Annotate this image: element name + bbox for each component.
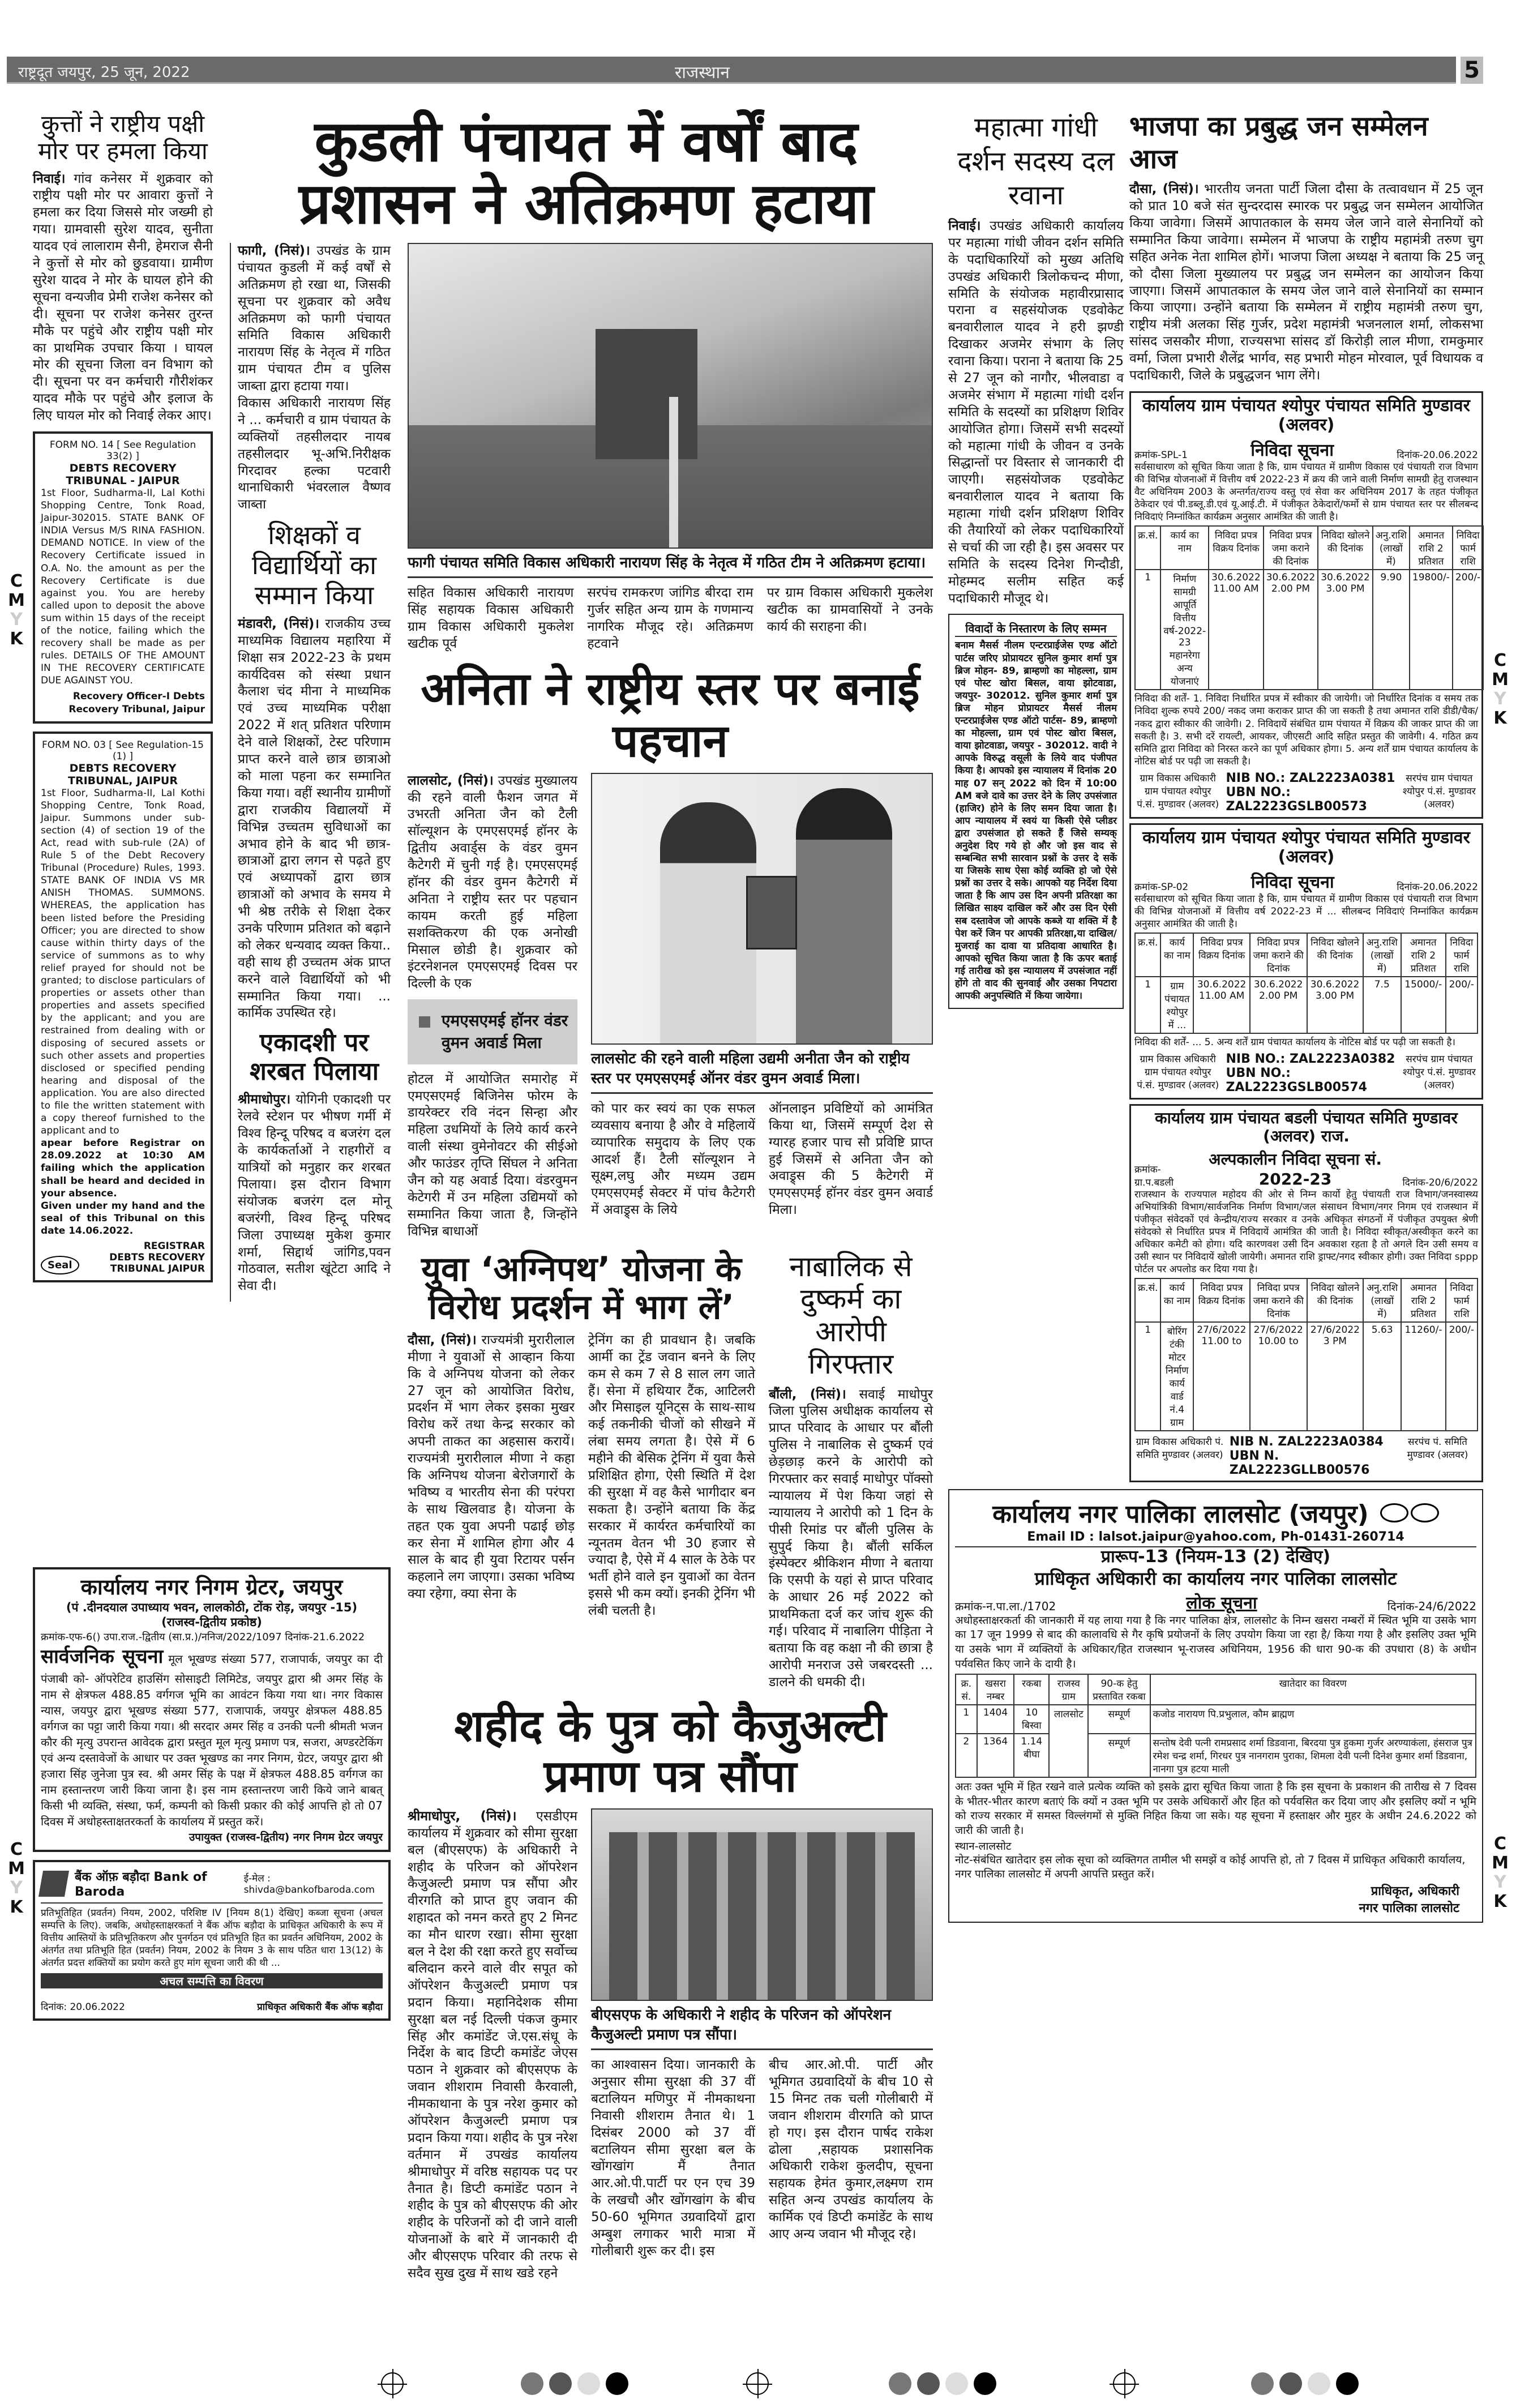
notice-title: FORM NO. 03 [ See Regulation-15 (1) ] <box>42 739 204 762</box>
tender-table <box>1134 933 1478 1034</box>
table-cell: 200/- <box>1453 570 1483 690</box>
table-cell: 1 <box>1135 977 1160 1033</box>
left-ads <box>33 1567 391 2029</box>
notice-office: कार्यालय ग्राम पंचायत श्योपुर पंचायत समिति मुण्डावर (अलवर) <box>1142 827 1470 867</box>
anita-article-col2: को पार कर स्वयं का एक सफल व्यवसाय बनाया है और वे महिलायें व्यापारिक समुदाय के लिए एक आदर्श हैं। टैली सॉल्यूशन ने सूक्ष्म,लघु और मध्यम उद्यम एमएसएमई सेक्टर में पांच कैटेगरी में अवाड्र्स के लिये <box>591 1101 755 1218</box>
notice-ref: क्रमांक-ग्रा.प.बडली <box>1134 1164 1174 1188</box>
table-cell: 7.5 <box>1363 977 1401 1033</box>
registration-crosshair-icon <box>746 2372 769 2395</box>
table-header: क्र.सं. <box>1135 933 1160 977</box>
notice-date: दिनांक-24/6/2022 <box>1387 1599 1476 1613</box>
shikshak-headline: शिक्षकों व विद्यार्थियों का सम्मान किया <box>251 520 377 611</box>
section-name: राजस्थान <box>675 63 730 83</box>
tender-notice <box>1129 823 1483 1100</box>
anita-headline: अनिता ने राष्ट्रीय स्तर पर बनाई पहचान <box>421 662 920 767</box>
person-shape <box>796 788 892 1045</box>
anita-article-cont: होटल में आयोजित समारोह में एमएसएमई बिजिनेस फोरम के डायरेक्टर रवि नंदन सिन्हा और महिला उधमियों के लिये कार्य करने वाली संस्था वुमेनोवटर की सीईओ और फाउंडर तृप्ति सिंघल ने अनिता जैन को यह अवार्ड दिया। वंडरवुमन केटेगरी में उन महिला उद्यिमयों को सम्मानित किया जाता है, जिन्होंने विभिन्न बाधाओं <box>408 1071 577 1239</box>
headline-line: कुडली पंचायत में वर्षों बाद <box>314 108 858 174</box>
table-cell: 27/6/2022 11.00 to <box>1193 1322 1250 1431</box>
table-header: निविदा प्रपत्र जमा कराने की दिनांक <box>1250 1278 1307 1322</box>
table-cell: 30.6.2022 11.00 AM <box>1209 570 1264 690</box>
article-body: राज्यमंत्री मुरारीलाल मीणा ने युवाओं से आव्हान किया कि वे अग्निपथ योजना को लेकर 27 जून को आयोजित विरोध, प्रदर्शन में भाग लेकर इसका मुखर विरोध करें तथा केन्द्र सरकार को अपनी ताकत का अहसास करायें। राज्यमंत्री मुरारीलाल मीणा ने कहा कि अग्निपथ योजना बेरोजगारों के भविष्य व भारतीय सेना की परंपरा के साथ खिलवाड है। योजना के तहत एक युवा अपनी पढाई छोड़ कर सेना में शामिल होगा और 4 साल के बाद ही युवा रिटायर पर्सन कहलाने लग जाएगा। उसका भविष्य क्या रहेगा, क्या सेना के <box>408 1332 575 1602</box>
gandhi-headline: महात्मा गांधी दर्शन सदस्य दल रवाना <box>957 112 1115 211</box>
seal-stamp: Seal <box>41 1256 79 1274</box>
signature-office: नगर पालिका लालसोट <box>1359 1901 1459 1916</box>
table-header: निविदा प्रपत्र जमा कराने की दिनांक <box>1250 933 1307 977</box>
shaheed-article-col3: बीच आर.ओ.पी. पार्टी और भूमिगत उग्रवादियों के बीच 10 से 15 मिनट तक चली गोलीबारी में जवान शीशराम वीरगति को प्राप्त हो गए। इस दौरान पार्षद राकेश ढोला ,सहायक प्रशासनिक अधिकारी राकेश कुलदीप, सूचना सहायक हेमंत कुमार,लक्ष्मण राम सहित अन्य उपखंड कार्यालय के कार्मिक एवं डिप्टी कमांडेंट के साथ आए अन्य जवान भी मौजूद रहे। <box>769 2058 933 2242</box>
table-row <box>956 1734 1476 1777</box>
article-body: योगिनी एकादशी पर रेलवे स्टेशन पर भीषण गर्मी में विश्व हिन्दू परिषद व बजरंग दल के कार्यकर्ताओं ने राहगीरों व यात्रियों को मनुहार कर शरबत पिलाया। इस दौरान विभाग संयोजक बजरंग दल मोनू बजरंगी, विश्व हिन्दू परिषद जिला उपाध्यक्ष मुकेश कुमार शर्मा, सिद्दार्थ जांगिड,पवन गोठवाल, सतीश खूंटेटा आदि ने सेवा दी। <box>238 1092 391 1294</box>
second-column <box>230 243 391 1302</box>
notice-intro: राजस्थान के राज्यपाल महोदय की ओर से निम्न कार्यो हेतु पंचायती राज विभाग/जनस्वास्थ्य अभियांत्रिकी विभाग/सार्वजनिक निर्माण विभाग/जल संसाधन विभाग/नगर निगम एवं राजस्थान में पंजीकृत संवेदकों एवं केन्द्रीय/राज्य सरकार व उनके अधिकृत संगठनों में पंजीकृत उपयुक्त श्रेणी संवेदको से निर्धारित प्रपत्र में निविदायें आमंत्रित की जाती है। निविदा स्वीकृत/अस्वीकृत करने का अधिकार कमेटी को होगा। यदि कारणवश उसी दिन अवकाश रहता है तो अगले दिन उसी समय व उसी स्थान पर निविदायें खोली जायेगी। अमानत राशि ड्राफ्ट/नगद स्वीकार होगी। उक्त निविदा sppp पोर्टल पर अपलोड कर दिया गया है। <box>1134 1188 1478 1276</box>
registration-crosshair-icon <box>1113 2372 1136 2395</box>
kudli-headline <box>230 110 933 235</box>
notice-body: बनाम मैसर्स नीलम एन्टरप्राईजेस एण्ड ऑटो पार्टस जरिए प्रोप्रायटर सुनिल कुमार शर्मा पुत्र ब्रिज मोहन- 89, ब्राम्हणो का मोहल्ला, ग्राम एवं पोस्ट खोरा बिसल, वाया झोटवाडा, जयपुर- 302012. सुनिल कुमार शर्मा पुत्र ब्रिज मोहन प्रोप्रायटर मैसर्स नीलम एन्टरप्राईजेस एण्ड ऑटो पार्टस- 89, ब्राम्हणो का मोहल्ला, ग्राम एवं पोस्ट खोरा बिसल, वाया झोटवाडा, जयपुर - 302012. वादी ने आपके विरुद्ध वसूली के लिये वाद पंजीपत किया है। आपको इस न्यायालय में दिनांक 20 माह 07 सन् 2022 को दिन में 10:00 AM बजे दावे का उत्तर देने के लिए उपसंजात (हाजिर) होने के लिए समन दिया जाता है। आप न्यायालय में स्वयं या किसी ऐसे प्लीडर द्वारा उपसंजात हो सकते हैं जिसे सम्यक् अनुदेश दिए गये हो और जो इस वाद से सम्बन्धित सभी सारवान प्रश्नों के उत्तर दे सकें या जिसके साथ ऐसा कोई व्यक्ति हो जो ऐसे प्रश्नों का उत्तर दे सके। आपको यह निर्देश दिया जाता है कि आप उस दिन अपनी प्रतिरक्षा का लिखित साक्ष्य दाखिल करें और उस दिन ऐसी सब दस्तावेज जो आपके कब्जे या शक्ति में है पेश करें जिन पर आपकी प्रतिरक्षा,या दाखिल/मुजराई का दावा या प्रतिदावा आधारित है। आपको सूचित किया जाता है कि ऊपर बताई गई तारीख को इस न्यायालय में उपसंजात नहीं होंगे तो वाद की सुनवाई और उसका निपटारा आपकी अनुपस्थिति में किया जायेगा। <box>955 640 1117 1002</box>
award-plaque <box>746 876 797 949</box>
notice-intro: अधोहस्ताक्षरकर्ता की जानकारी में यह लाया गया है कि नगर पालिका क्षेत्र, लालसोट के निम्न खसरा नम्बरों में स्थित भूमि या उसके भाग का 17 जून 1999 से बाद की कालावधि से गैर कृषि प्रयोजनों के लिए उपयोग किया जा रहा है/ किया गया है और इसलिए उक्त भूमि या उसके भाग में व्यक्तियों के अधिकार/हित राजस्थान भू-राजस्व अधिनियम, 1956 की धारा 90-क की उपधारा (8) के अधीन पर्यवसित किए जाने के दायी है। <box>955 1614 1476 1670</box>
notice-signature: प्राधिकृत अधिकारी बैंक ऑफ बड़ौदा <box>257 2001 383 2013</box>
article-body: वहीं स्थानीय ग्रामीणों द्वारा राजकीय विद्यालयों में विभिन्न उच्चतम सुविधाओं का अभाव होने के बाद भी छात्र-छात्राओं द्वारा लगन से पढ़ते हुए एवं अध्यापकों द्वारा छात्र छात्राओं को अभाव के समय मे भी श्रेष्ठ तरीके से शिक्षा देकर उनके परिणाम प्रतिशत को बढ़ाने को लेकर धन्यवाद व्यक्त किया.. वही साथ ही उच्चतम अंक प्राप्त करने वाले विद्यार्थियों को भी सम्मानित किया गया। ... कार्मिक उपस्थित रहे। <box>238 785 391 1021</box>
table-row <box>1135 1322 1478 1431</box>
table-cell: सन्तोष देवी पत्नी रामप्रसाद शर्मा डिडवाना, बिरदया पुत्र हुकमा गुर्जर अरण्याकंला, हंसराज पुत्र रमेश चन्द्र शर्मा, गिरधर पुत्र नानगराम पुराका, शिमला देवी पत्नी दिनेश कुमार शर्मा डिडवाना, नानगा पुत्र हटया माली <box>1150 1734 1476 1777</box>
table-cell: 200/- <box>1446 1322 1478 1431</box>
color-swatch-dot <box>549 2372 572 2395</box>
notice-given: Given under my hand and the seal of this Tribunal on this date 14.06.2022. <box>41 1200 205 1237</box>
fourth-column <box>948 110 1124 1017</box>
signatory-left: ग्राम विकास अधिकारी पं. समिति मुण्डावर (अलवर) <box>1136 1436 1224 1461</box>
color-swatch-dot <box>945 2372 968 2395</box>
signatory-left: ग्राम विकास अधिकारी ग्राम पंचायत श्योपुर पं.सं. मुण्डावर (अलवर) <box>1137 772 1219 810</box>
headline-line: प्रशासन ने अतिक्रमण हटाया <box>298 170 874 237</box>
notice-title: निविदा सूचना <box>1251 440 1334 460</box>
color-swatch-dot <box>889 2372 911 2395</box>
dateline: निवाई। <box>948 219 981 233</box>
color-swatch-dot <box>1251 2372 1274 2395</box>
dateline: श्रीमाधोपुर। <box>238 1092 291 1107</box>
notice-outro: अतः उक्त भूमि में हित रखने वाले प्रत्येक व्यक्ति को इसके द्वारा सूचित किया जाता है कि इस सूचना के प्रकाशन की तारीख से 7 दिवस के भीतर-भीतर कारण बताएं कि क्यों न उक्त भूमि पर उसके अधिकारों और हित को पर्यवसित कर दिया जाए और इसलिए क्यों न भूमि को राज्य सरकार में समस्त विल्लंगमों से मुक्ति निहित किया जा सके। यह सूचना में हस्ताक्षर और मुहर के अधीन 24.6.2022 को जारी की जाती है। <box>955 1781 1476 1837</box>
registrar: REGISTRAR <box>143 1241 205 1252</box>
ubn-number: UBN NO.: ZAL2223GSLB00574 <box>1226 1066 1367 1095</box>
table-cell: 19800/- <box>1410 570 1453 690</box>
anita-award-photo <box>591 773 933 1045</box>
color-swatch-dot <box>521 2372 543 2395</box>
tender-notices <box>1129 391 1483 1487</box>
table-header: निविदा फार्म राशि <box>1446 933 1478 977</box>
table-cell: ग्राम पंचायत श्योपुर में ... <box>1160 977 1193 1033</box>
table-cell: 30.6.2022 3.00 PM <box>1318 570 1373 690</box>
table-cell: 2 <box>956 1734 977 1777</box>
table-header: निविदा फार्म राशि <box>1446 1278 1478 1322</box>
table-header: रकबा <box>1014 1674 1049 1705</box>
dateline: दौसा, (निसं)। <box>1129 182 1199 197</box>
table-cell: 1 <box>956 1705 977 1734</box>
table-header: राजस्व ग्राम <box>1049 1674 1088 1705</box>
dateline: बौंली, (निसं)। <box>769 1387 846 1402</box>
agnipath-headline: युवा ‘अग्निपथ’ योजना के विरोध प्रदर्शन में भाग लें’ <box>421 1249 742 1327</box>
notice-title: सार्वजनिक सूचना <box>41 1645 164 1669</box>
color-swatch-dot <box>917 2372 940 2395</box>
ubn-number: UBN N. ZAL2223GLLB00576 <box>1229 1449 1370 1478</box>
notice-body: मूल भूखण्ड संख्या 577, राजापार्क, जयपुर का दी पंजाबी को- ऑपरेटिव हाउसिंग सोसाइटी लिमिटेड, जयपुर द्वारा श्री अमर सिंह के नाम से क्षेत्रफल 488.85 वर्गगज भूमि का आवंटन किया गया था। नगर विकास न्यास, जयपुर द्वारा भूखण्ड संख्या 577, राजापार्क, जयपुर क्षेत्रफल 488.85 वर्गगज का पट्टा जारी किया गया। श्री सरदार अमर सिंह व उनकी पत्नी श्रीमती भजन कौर की मृत्यु उपरान्त आवेदक द्वारा प्रस्तुत मूल मृत्यु प्रमाण पत्र, सजरा, अण्डरटेकिंग एवं अन्य दस्तावेजों के आधार पर उक्त भूखण्ड का नगर निगम, ग्रेटर, जयपुर द्वारा श्री हजारा सिंह जुनेजा पुत्र स्व. श्री अमर सिंह के पक्ष में क्षेत्रफल 488.85 वर्गगज का नाम हस्तान्तरण जारी किया जाना है। इस नाम हस्तान्तरण जारी किये जाने बाबत् किसी भी व्यक्ति, संस्था, फर्म, कम्पनी को किसी प्रकार की कोई आपत्ति हो तो 07 दिवस में अधोहस्ताक्षतरकर्ता के कार्यालय में प्रस्तुत करें। <box>41 1652 383 1829</box>
notice-title: विवादों के निस्तारण के लिए सम्मन <box>955 621 1117 637</box>
signatory-right: सरपंच पं. समिति मुण्डावर (अलवर) <box>1407 1436 1468 1461</box>
color-swatch-dot <box>974 2372 996 2395</box>
table-cell: 30.6.2022 3.00 PM <box>1307 977 1363 1033</box>
table-cell: 5.63 <box>1363 1322 1401 1431</box>
table-cell: 11260/- <box>1401 1322 1445 1431</box>
drt-summons-notice <box>33 732 213 1282</box>
table-header: निविदा फार्म राशि <box>1453 526 1483 570</box>
notice-title: लोक सूचना <box>1186 1593 1257 1613</box>
article-body: विकास अधिकारी नारायण सिंह ने ... कर्मचारी व ग्राम पंचायत के व्यक्तियों तहसीलदार नायब तहसीलदार भू-अभि.निरीक्षक गिरदावर हल्का पटवारी थानाधिकारी भंवरलाल वैष्णव जाब्ता <box>238 396 391 512</box>
table-cell: सम्पूर्ण <box>1088 1705 1150 1734</box>
signatory-left: ग्राम विकास अधिकारी ग्राम पंचायत श्योपुर पं.सं. मुण्डावर (अलवर) <box>1137 1054 1219 1092</box>
property-section-title: अचल सम्पत्ति का विवरण <box>41 1973 383 1988</box>
kudli-article-col1 <box>238 243 391 514</box>
notice-address: (पं .दीनदयाल उपाध्याय भवन, लालकोठी, टोंक रोड़, जयपुर -15) <box>66 1601 358 1615</box>
notice-office: कार्यालय नगर पालिका लालसोट (जयपुर) <box>992 1500 1369 1529</box>
table-cell: 9.90 <box>1373 570 1410 690</box>
table-cell: 10 बिस्वा <box>1014 1705 1049 1734</box>
notice-tribunal: DEBTS RECOVERY TRIBUNAL, JAIPUR <box>68 762 178 787</box>
table-cell: 15000/- <box>1401 977 1446 1033</box>
table-cell: बोरिंग टंकी मोटर निर्माण कार्य वार्ड नं.4 ग्राम <box>1160 1322 1193 1431</box>
bank-email: ई-मेल : shivda@bankofbaroda.com <box>243 1873 375 1896</box>
notice-intro: सर्वसाधारण को सूचित किया जाता है कि, ग्राम पंचायत में ग्रामीण विकास एवं पंचायती राज विभाग की विभिन्न योजनाओं में वित्तीय वर्ष 2022-23 में ... सीलबन्द निविदाएं निम्नांकित कार्यक्रम अनुसार आमंत्रित की जाती है। <box>1134 893 1478 930</box>
table-row <box>1135 977 1478 1033</box>
ekadashi-headline: एकादशी पर शरबत पिलाया <box>250 1028 379 1086</box>
notice-date: दिनांक-20.06.2022 <box>1397 449 1478 461</box>
table-cell: 200/- <box>1446 977 1478 1033</box>
signature-title: प्राधिकृत, अधिकारी <box>1371 1884 1459 1899</box>
color-swatch-dot <box>1308 2372 1330 2395</box>
ekadashi-article <box>238 1092 391 1295</box>
nabalik-article <box>769 1387 933 1691</box>
kudli-encroachment-photo <box>408 243 933 549</box>
notice-office: कार्यालय ग्राम पंचायत श्योपुर पंचायत समिति मुण्डावर (अलवर) <box>1142 395 1470 435</box>
court-summons-notice <box>948 614 1124 1009</box>
table-cell: 27/6/2022 10.00 to <box>1250 1322 1307 1431</box>
anita-article <box>408 773 577 993</box>
table-header: कार्य का नाम <box>1160 1278 1193 1322</box>
lalsot-public-notice <box>948 1489 1483 1923</box>
table-header: अनु.राशि (लाखों में) <box>1363 1278 1401 1322</box>
notice-body: 1st Floor, Sudharma-II, Lal Kothi Shopping Centre, Tonk Road, Jaipur-302015. STATE BANK OF INDIA Versus M/S RINA FASHION. DEMAND NOTICE. In view of the Recovery Certificate issued in O.A. No. the amount as per the Recovery Certificate is due against you. You are hereby called upon to deposit the above sum within 15 days of the receipt of the notice, failing which the recovery shall be made as per rules. DETAILS OF THE AMOUNT IN THE RECOVERY CERTIFICATE DUE AGAINST YOU. <box>41 487 205 687</box>
table-cell: 1364 <box>977 1734 1014 1777</box>
dateline: मंडावरी, (निसं)। <box>238 616 319 631</box>
notice-body: प्रतिभूतिहित (प्रवर्तन) नियम, 2002, परिशिष्ट IV [नियम 8(1) देखिए] कब्जा सूचना (अचल सम्पत्ति के लिए). जबकि, अधोहस्ताक्षरकर्ता ने बैंक ऑफ बड़ौदा के प्राधिकृत अधिकारी के रूप में वित्तीय आस्तियों के प्रतिभूतिकरण और पुनर्गठन एवं प्रतिभूति हित का प्रवर्तन अधिनियम, 2002 के अंतर्गत तथा प्रतिभूति हित (प्रवर्तन) नियम, 2002 के नियम 3 के साथ पठित धारा 13(12) के अंतर्गत प्रदत्त शक्तियों का प्रयोग करते हुए मांग सूचना जारी की थी ... <box>41 1907 383 1969</box>
tender-notice <box>1129 391 1483 819</box>
color-swatch-dot <box>577 2372 600 2395</box>
notice-ref: क्रमांक-एफ-6() उपा.राज.-द्वितीय (सा.प्र.)/ननिज/2022/1097 दिनांक-21.6.2022 <box>41 1631 365 1644</box>
table-cell: 1.14 बीघा <box>1014 1734 1049 1777</box>
kudli-article-col2: सहित विकास अधिकारी नारायण सिंह सहायक विकास अधिकारी ग्राम विकास अधिकारी मुकलेश खटीक पूर्व <box>408 585 574 651</box>
gandhi-article <box>948 218 1124 607</box>
table-cell: 27/6/2022 3 PM <box>1307 1322 1363 1431</box>
bank-possession-notice <box>33 1860 391 2020</box>
table-cell: 30.6.2022 11.00 AM <box>1193 977 1249 1033</box>
article-body: एसडीएम कार्यालय में शुक्रवार को सीमा सुरक्षा बल (बीएसएफ) के अधिकारी ने शहीद के परिजन को ऑपरेशन कैजुअल्टी प्रमाण पत्र सौंपा और वीरगति को प्राप्त हुए जवान की शहादत को नमन करते हुए 2 मिनट का मौन धारण रखा। सीमा सुरक्षा बल ने देश की रक्षा करते हुए सर्वोच्च बलिदान करने वाले वीर सपूत को ऑपरेशन कैजुअल्टी प्रमाण पत्र प्रदान किया। महानिदेशक सीमा सुरक्षा बल नई दिल्ली पंकज कुमार सिंह और कमांडेंट जे.एस.संधू के निर्देश के बाद डिप्टी कमांडेंट जेएस पठान ने शुक्रवार को बीएसएफ के जवान शीशराम निवासी कैरवाली, नीमकाथाना के पुत्र नरेश कुमार को ऑपरेशन कैजुअल्टी प्रमाण पत्र प्रदान किया गया। शहीद के पुत्र नरेश वर्तमान में उपखंड कार्यालय श्रीमाधोपुर में वरिष्ठ सहायक पद पर तैनात है। डिप्टी कमांडेंट पठान ने शहीद के पुत्र को बीएसएफ की ओर शहीद के परिजनों को दी जाने वाली योजनाओं के बारे में जानकारी दी और बीएसएफ परिवार की तरफ से सदैव सुख दुख में साथ खडे रहने <box>408 1808 578 2281</box>
notice-date: दिनांक-20.06.2022 <box>1397 881 1478 893</box>
table-header: 90-क हेतु प्रस्तावित रकबा <box>1088 1674 1150 1705</box>
notice-body: 1st Floor, Sudharma-II, Lal Kothi Shopping Centre, Tonk Road, Jaipur. Summons under sub-section (4) of section 19 of the Act, read with sub-rule (2A) of Rule 5 of the Debt Recovery Tribunal (Procedure) Rules, 1993. STATE BANK OF INDIA VS MR ANISH THOMAS. SUMMONS. WHEREAS, the application has been listed before the Presiding Officer; you are directed to show cause within thirty days of the service of summons as to why relief prayed for should not be granted; to disclose particulars of properties or assets other than properties and assets specified by the applicant; and you are restrained from dealing with or disposing of secured assets or such other assets and properties disclosed or specified pending hearing and disposal of the application. You are also directed to file the written statement with a copy thereof furnished to the applicant and to <box>41 787 205 1137</box>
cmyk-mark: C M Y K <box>1492 1834 1509 1911</box>
notice-terms: निविदा की शर्तें- 1. निविदा निर्धारित प्रपत्र में स्वीकार की जायेगी। जो निर्धारित दिनांक व समय तक निविदा शुल्क रुपये 200/ नकद जमा कराकर प्राप्त की जा सकती है तथा अमानत राशि डीडी/चैक/नकद द्वारा स्वीकार की जावेगी। 2. निविदायें संबंधित ग्राम पंचायत में विक्रय की जाकर प्राप्त की जा सकती है। 3. सभी दरें रायल्टी, आयकर, जीएसटी आदि सहित प्रस्तुत की जावेगी। 4. गठित क्रय समिति द्वारा निविदा को निरस्त करने का पूर्ण अधिकार होगा। 5. अन्य शर्तें ग्राम पंचायत कार्यालय के नोटिस बोर्ड पर पढ़ी जा सकती है। <box>1134 693 1478 767</box>
left-column <box>33 110 213 1290</box>
ubn-number: UBN NO.: ZAL2223GSLB00573 <box>1226 785 1367 814</box>
notice-ref: क्रमांक-न.पा.ला./1702 <box>955 1599 1056 1613</box>
notice-title: FORM NO. 14 [ See Regulation 33(2) ] <box>49 439 196 462</box>
notice-hearing: apear before Registrar on 28.09.2022 at 10:30 AM failing which the application shall be heard and decided in your absence. <box>41 1137 205 1199</box>
kudli-article-col3: सरपंच रामकरण जांगिड बीरदा राम गुर्जर सहित अन्य ग्राम के गणमान्य नागरिक मौजूद रहे। अतिक्रमण हटवाने <box>587 585 753 651</box>
fifth-column <box>1129 110 1483 1487</box>
table-cell: 30.6.2022 2.00 PM <box>1250 977 1307 1033</box>
tender-notice <box>1129 1104 1483 1482</box>
center-column <box>408 243 933 2289</box>
table-header: खसरा नम्बर <box>977 1674 1014 1705</box>
anita-highlight-box: एमएसएमई हॉनर वंडर वुमन अवार्ड मिला <box>408 999 577 1064</box>
bsf-certificate-photo <box>591 1808 933 2001</box>
table-header: अमानत राशि 2 प्रतिशत <box>1401 1278 1445 1322</box>
notice-date: दिनांक-20/6/2022 <box>1402 1177 1478 1188</box>
table-row <box>1135 570 1483 690</box>
kudli-article-col4: पर ग्राम विकास अधिकारी मुकलेश खटीक का ग्रामवासियों ने उनके कार्य की सराहना की। <box>766 585 933 634</box>
table-header: अनु.राशि (लाखों में) <box>1363 933 1401 977</box>
nib-number: NIB N. ZAL2223A0384 <box>1229 1435 1384 1449</box>
signatory-right: सरपंच ग्राम पंचायत श्योपुर पं.सं. मुण्डावर (अलवर) <box>1402 1054 1476 1092</box>
table-cell: 1 <box>1135 1322 1160 1431</box>
shaheed-headline: शहीद के पुत्र को कैजुअल्टी प्रमाण पत्र सौंपा <box>454 1700 887 1803</box>
notice-office: कार्यालय नगर निगम ग्रेटर, जयपुर <box>80 1574 343 1599</box>
bjp-article <box>1129 181 1483 384</box>
person-shape <box>660 802 756 1045</box>
table-header: निविदा प्रपत्र विक्रय दिनांक <box>1193 1278 1250 1322</box>
dateline: लालसोट, (निसं)। <box>408 773 494 788</box>
notice-terms: निविदा की शर्तें- ... 5. अन्य शर्तें ग्राम पंचायत कार्यालय के नोटिस बोर्ड पर पढ़ी जा सकती है। <box>1134 1037 1455 1049</box>
agnipath-article-col1 <box>408 1332 575 1603</box>
table-header: निविदा खोलने की दिनांक <box>1318 526 1373 570</box>
notice-place: स्थान-लालसोट <box>955 1840 1012 1853</box>
table-header: निविदा प्रपत्र विक्रय दिनांक <box>1209 526 1264 570</box>
article-body: राजकीय उच्च माध्यमिक विद्यालय महारिया में शिक्षा सत्र 2022-23 के प्रथम कार्यदिवस को संस्था प्रधान कैलाश चंद मीना ने माध्यमिक एवं उच्च माध्यमिक परीक्षा 2022 में शत् प्रतिशत परिणाम देने वाले शिक्षकों, टेस्ट परिणाम प्राप्त करने वाले छात्र छात्राओ को माला पहना कर सम्मानित किया गया। <box>238 616 391 801</box>
drt-demand-notice <box>33 431 213 724</box>
group-of-people-shape <box>609 1832 915 2000</box>
nagar-nigam-notice <box>33 1567 391 1853</box>
table-cell: लालसोट <box>1049 1705 1088 1777</box>
shaheed-photo-caption: बीएसएफ के अधिकारी ने शहीद के परिजन को ऑपरेशन कैजुअल्टी प्रमाण पत्र सौंपा। <box>591 2005 933 2050</box>
article-body: उपखंड मुख्यालय की रहने वाली फैशन जगत में उभरती अनिता जैन को टैली सॉल्यूशन के एमएसएमई हॉनर के द्वितीय अवार्ड्स के वंडर वुमन कैटेगरी में चुनी गई है। एमएसएमई हॉनर की वंडर वुमन कैटेगरी में अनिता ने राष्ट्रीय स्तर पर पहचान कायम करती हुई महिला सशक्तिकरण की एक अनोखी मिसाल छोडी है। शुक्रवार को इंटरनेशनल एमएसएमई दिवस पर दिल्ली के एक <box>408 773 578 991</box>
color-swatch-dot <box>606 2372 628 2395</box>
color-swatch-dot <box>1336 2372 1359 2395</box>
page-number: 5 <box>1461 57 1483 84</box>
notice-contact: Email ID : lalsot.jaipur@yahoo.com, Ph-01431-260714 <box>955 1530 1476 1547</box>
notice-ref: क्रमांक-SPL-1 <box>1134 449 1188 461</box>
table-cell: 1 <box>1135 570 1160 690</box>
notice-note: नोट-संबंधित खातेदार इस लोक सूचा को व्यक्तिगत तामील भी समझें व कोई आपत्ति हो, तो 7 दिवस में प्राधिकृत अधिकारी कार्यालय, नगर पालिका लालसोट में अपनी आपत्ति प्रस्तुत करें। <box>955 1853 1466 1881</box>
notice-intro: सर्वसाधारण को सूचित किया जाता है कि, ग्राम पंचायत में ग्रामीण विकास एवं पंचायती राज विभाग की विभिन्न योजनाओं में वित्तीय वर्ष 2022-23 में क्रय की जाने वाली निर्माण सामग्री हेतु राजस्थान वैट अधिनियम 2003 के अन्तर्गत/राज्य वस्तु एवं सेवा कर अधिनियम 2017 के तहत पंजीकृत ठेकेदार एवं पी.डब्लू.डी.एवं यू.आई.टी. में पंजीकृत ठेकेदारों/फर्मो से ग्राम पंचायत स्तर पर सीलबन्द निविदाएं निम्नांकित कार्यक्रम अनुसार आमंत्रित की जाती है। <box>1134 461 1478 523</box>
notice-title: निविदा सूचना <box>1251 872 1334 892</box>
notice-ref: क्रमांक-SP-02 <box>1134 881 1189 893</box>
notice-office: कार्यालय ग्राम पंचायत बडली पंचायत समिति मुण्डावर (अलवर) राज. <box>1155 1109 1458 1146</box>
anita-photo-caption: लालसोट की रहने वाली महिला उद्यमी अनीता जैन को राष्ट्रीय स्तर पर एमएसएमई ऑनर वंडर वुमन अवार्ड मिला। <box>591 1049 933 1094</box>
signatory-right: सरपंच ग्राम पंचायत श्योपुर पं.सं. मुण्डावर (अलवर) <box>1402 772 1476 810</box>
anita-article-col3: ऑनलाइन प्रविष्टियों को आमंत्रित किया था, जिसमें सम्पूर्ण देश से ग्यारह हजार पाच सौ प्रविष्टि प्राप्त हुई जिसमें से अनिता जैन को अवाड्र्स की 5 कैटेगरी में एमएसएमई हॉनर वंडर वुमन अवार्ड मिला। <box>769 1101 933 1218</box>
registration-crosshair-icon <box>381 2372 404 2395</box>
table-header: अमानत राशि 2 प्रतिशत <box>1410 526 1453 570</box>
nabalik-headline: नाबालिक से दुष्कर्म का आरोपी गिरफ्तार <box>789 1250 913 1381</box>
swachh-bharat-logo <box>1380 1503 1439 1522</box>
table-header: क्र.सं. <box>1135 526 1160 570</box>
notice-footer: Recovery Officer-I Debts Recovery Tribunal, Jaipur <box>68 691 205 715</box>
dateline: श्रीमाधोपुर, (निसं)। <box>408 1808 517 1824</box>
shikshak-article <box>238 616 391 1022</box>
cmyk-mark: C M Y K <box>8 571 25 649</box>
table-header: क्र. सं. <box>956 1674 977 1705</box>
table-header: निविदा खोलने की दिनांक <box>1307 933 1363 977</box>
table-header: अमानत राशि 2 प्रतिशत <box>1401 933 1446 977</box>
bank-logo-icon <box>38 1871 69 1897</box>
notice-signature: उपायुक्त (राजस्व-द्वितीय) नगर निगम ग्रेटर जयपुर <box>189 1831 383 1844</box>
article-body: भारतीय जनता पार्टी जिला दौसा के तत्वावधान में 25 जून को प्रात 10 बजे संत सुन्दरदास स्मारक पर प्रबुद्ध जन सम्मेलन आयोजित किया जावेगा। जिसमें आपातकाल के समय जेल जाने वाले सेनानियों को सम्मानित किया जावेगा। सम्मेलन में भाजपा के राष्ट्रीय महामंत्री तरुण चुग सहित अनेक नेता शामिल होगें। भाजपा जिला अध्यक्ष ने बताया कि 25 जनू को दौसा जिला मुख्यालय पर प्रबुद्ध जन सम्मेलन का आयोजन किया जाएगा। जिसमें आपातकाल के समय जेल जाने वाले सेनानियों का सम्मान किया जाएगा। उन्होंने बताया कि सम्मेलन में राष्ट्रीय महामंत्री तरुण चुग, राष्ट्रीय मंत्री अलका सिंह गुर्जर, प्रदेश महामंत्री भजनलाल शर्मा, लोकसभा सांसद जसकौर मीणा, राज्यसभा सांसद डॉ किरोड़ी लाल मीणा, रामकुमार वर्मा, जिला प्रभारी शैलेंद्र भार्गव, सह प्रभारी मोहन मोरवाल, पूर्व विधायक व पदाधिकारी, जिले के प्रबुद्धजन भाग लेंगे। <box>1129 182 1484 383</box>
dateline: फागी, (निसं)। <box>238 243 310 258</box>
notice-tribunal: DEBTS RECOVERY TRIBUNAL - JAIPUR <box>66 461 180 487</box>
kutte-headline: कुत्तों ने राष्ट्रीय पक्षी मोर पर हमला किया <box>38 110 208 165</box>
nib-number: NIB NO.: ZAL2223A0381 <box>1226 771 1395 785</box>
table-header: निविदा प्रपत्र विक्रय दिनांक <box>1193 933 1249 977</box>
table-header: खातेदार का विवरण <box>1150 1674 1476 1705</box>
dateline: निवाई। <box>33 171 66 186</box>
kutte-article <box>33 171 213 425</box>
notice-title: अल्पकालीन निविदा सूचना सं. 2022-23 <box>1209 1149 1382 1188</box>
table-header: निविदा प्रपत्र जमा कराने की दिनांक <box>1264 526 1318 570</box>
color-swatch-dot <box>1279 2372 1302 2395</box>
table-row <box>956 1705 1476 1734</box>
page-header <box>7 57 1456 84</box>
cmyk-mark: C M Y K <box>1492 651 1509 728</box>
main-news-area <box>33 110 933 2289</box>
header-date: राष्ट्रदूत जयपुर, 25 जून, 2022 <box>18 64 190 81</box>
article-body: उपखंड अधिकारी कार्यालय पर महात्मा गांधी जीवन दर्शन समिति के पदाधिकारियों को मुख्य अतिथि उपखंड अधिकारी त्रिलोकचन्द मीणा, समिति के संयोजक महावीरप्रासाद पराना व सहसंयोजक एडवोकेट बनवारीलाल यादव ने हरी झण्डी दिखाकर अजमेर संभाग के लिए रवाना किया। पराना ने बताया कि 25 से 27 जून को नागौर, भीलवाडा व अजमेर संभाग में महात्मा गांधी दर्शन समिति के सदस्यों का प्रशिक्षण शिविर आयोजित होगा। जिसमें सभी सदस्यों को महात्मा गांधी के जीवन व उनके सिद्धान्तों पर विस्तार से जानकारी दी जाएगी। सहसंयोजक एडवोकेट बनवारीलाल यादव ने बताया कि महात्मा गांधी दर्शन प्रशिक्षण शिविर की तैयारियों को लेकर पदाधिकारियों से चर्चा की जा रही है। इस अवसर पर समिति के सदस्य दिनेश गिन्दौडी, मोहम्मद सलीम सहित कई पदाधिकारी मौजूद थे। <box>948 219 1124 606</box>
dateline: दौसा, (निसं)। <box>408 1332 477 1348</box>
notice-footer: DEBTS RECOVERY TRIBUNAL JAIPUR <box>109 1252 205 1275</box>
table-cell: कजोड नारायण पि.प्रभुलाल, कौम ब्राह्मण <box>1150 1705 1476 1734</box>
agnipath-article-col2: ट्रेनिंग का ही प्रावधान है। जबकि आर्मी का ट्रेंड जवान बनने के लिए कम से कम 7 से 8 साल लग जाते हैं। सेना में हथियार टैंक, आटिलरी और मिसाइल यूनिट्स के साथ-साथ कई तकनीकी चीजों को सीखने में लंबा समय लगता है। ऐसे में 6 महीने की बेसिक ट्रेनिंग में युवा कैसे प्रशिक्षित होगा, ऐसी स्थिति में देश की सुरक्षा में वह कैसे भागीदार बन सकता है। उन्होंने बताया कि केंद्र सरकार में कार्यरत कर्मचारियों का न्यूनतम वेतन भी 30 हजार से ज्यादा है, ऐसे में 4 साल के ठेके पर भर्ती होने वाले इन युवाओं का वेतन इससे भी कम क्यों। इनकी ट्रेनिंग भी लंबी चलती है। <box>588 1332 755 1619</box>
table-cell: सम्पूर्ण <box>1088 1734 1150 1777</box>
kudli-photo-caption: फागी पंचायत समिति विकास अधिकारी नारायण सिंह के नेतृत्व में गठित टीम ने अतिक्रमण हटाया। <box>408 553 933 578</box>
tender-table <box>1134 525 1484 690</box>
notice-date: दिनांक: 20.06.2022 <box>41 2001 125 2013</box>
right-news-area <box>948 110 1483 1931</box>
cmyk-mark: C M Y K <box>8 1840 25 1917</box>
nib-number: NIB NO.: ZAL2223A0382 <box>1226 1052 1395 1067</box>
table-header: क्र.सं. <box>1135 1278 1160 1322</box>
table-header: निविदा खोलने की दिनांक <box>1307 1278 1363 1322</box>
notice-form: प्रारूप-13 (नियम-13 (2) देखिए) <box>1100 1547 1331 1567</box>
table-header: अनु.राशि (लाखों में) <box>1373 526 1410 570</box>
table-header: कार्य का नाम <box>1160 933 1193 977</box>
tender-table <box>1134 1278 1478 1431</box>
notice-dept: (राजस्व-द्वितीय प्रकोष्ठ) <box>161 1615 262 1629</box>
khasra-table <box>955 1674 1476 1778</box>
article-body: सवाई माधोपुर जिला पुलिस अधीक्षक कार्यालय से प्राप्त परिवाद के आधार पर बौंली पुलिस ने नाबालिक से दुष्कर्म एवं छेड़छाड़ करने के आरोपी को गिरफ्तार कर सवाई माधोपुर पॉक्सो न्यायालय में पेश किया जहां से न्यायालय ने आरोपी को 1 दिन के पीसी रिमांड पर बौंली पुलिस के सुपुर्द किया है। बौंली सर्किल इंस्पेक्टर श्रीकिशन मीणा ने बताया कि एसपी के यहां से प्राप्त परिवाद के आधार 26 मई 2022 को प्राथमिकता दर्ज कर जांच शुरू की गई। परिवाद में नाबालिग पीड़िता ने बताया कि वह कक्षा नौ की छात्रा है आरोपी मनराज उसे जबरदस्ती ... डालने की धमकी दी। <box>769 1387 933 1690</box>
table-header: कार्य का नाम <box>1160 526 1209 570</box>
excavator-shape <box>596 329 697 459</box>
table-cell: 1404 <box>977 1705 1014 1734</box>
article-body: उपखंड के ग्राम पंचायत कुडली में कई वर्षों से अतिक्रमण हो रखा था, जिसकी सूचना पर शुक्रवार को अवैध अतिक्रमण को फागी पंचायत समिति विकास अधिकारी नारायण सिंह के नेतृत्व में गठित ग्राम पंचायत टीम व पुलिस जाब्ता द्वारा हटाया गया। <box>238 243 391 394</box>
shaheed-article-col2: का आश्वासन दिया। जानकारी के अनुसार सीमा सुरक्षा की 37 वीं बटालियन मणिपुर में नीमकाथना निवासी शीशराम तैनात थे। 1 दिसंबर 2000 को 37 वीं बटालियन सीमा सुरक्षा बल के खोंगखांग मैं तैनात आर.ओ.पी.पार्टी पर एन एच 39 के लखचौ और खोंगखांग के बीच 50-60 भूमिगत उग्रवादियों द्वारा अम्बुश लगाकर भारी मात्रा में गोलीबारी शुरू कर दी। इस <box>591 2058 755 2259</box>
notice-authority: प्राधिकृत अधिकारी का कार्यालय नगर पालिका लालसोट <box>1034 1567 1397 1589</box>
table-cell: 30.6.2022 2.00 PM <box>1264 570 1318 690</box>
bjp-headline: भाजपा का प्रबुद्ध जन सम्मेलन आज <box>1129 110 1428 175</box>
table-cell: निर्माण सामग्री आपूर्ति वित्तीय वर्ष-2022-23 महानरेगा अन्य योजनाएं <box>1160 570 1209 690</box>
bank-name: बैंक ऑफ़ बड़ौदा Bank of Baroda <box>75 1870 207 1900</box>
article-body: गांव कनेसर में शुक्रवार को राष्ट्रीय पक्षी मोर पर आवारा कुत्तों ने हमला कर दिया जिससे मोर जख्मी हो गया। ग्रामवासी सुरेश यादव, सुनीता यादव एवं लालाराम सैनी, हेमराज सैनी ने कुत्तों से मोर को छुडवाया। ग्रामीण सुरेश यादव ने मोर के घायल होने की सूचना वन्यजीव प्रेमी राजेश कनेसर को दी। सूचना पर राजेश कनेसर तुरन्त मौके पर पहुंचे और राष्ट्रीय पक्षी मोर का प्राथमिक उपचार किया । घायल मोर की सूचना जिला वन विभाग को दी। सूचना पर वन कर्मचारी गौरीशंकर यादव मौके पर पहुंचे और इलाज के लिए घायल मोर को निवाई लेकर आए। <box>33 171 213 424</box>
shaheed-article-col1 <box>408 1808 577 2282</box>
